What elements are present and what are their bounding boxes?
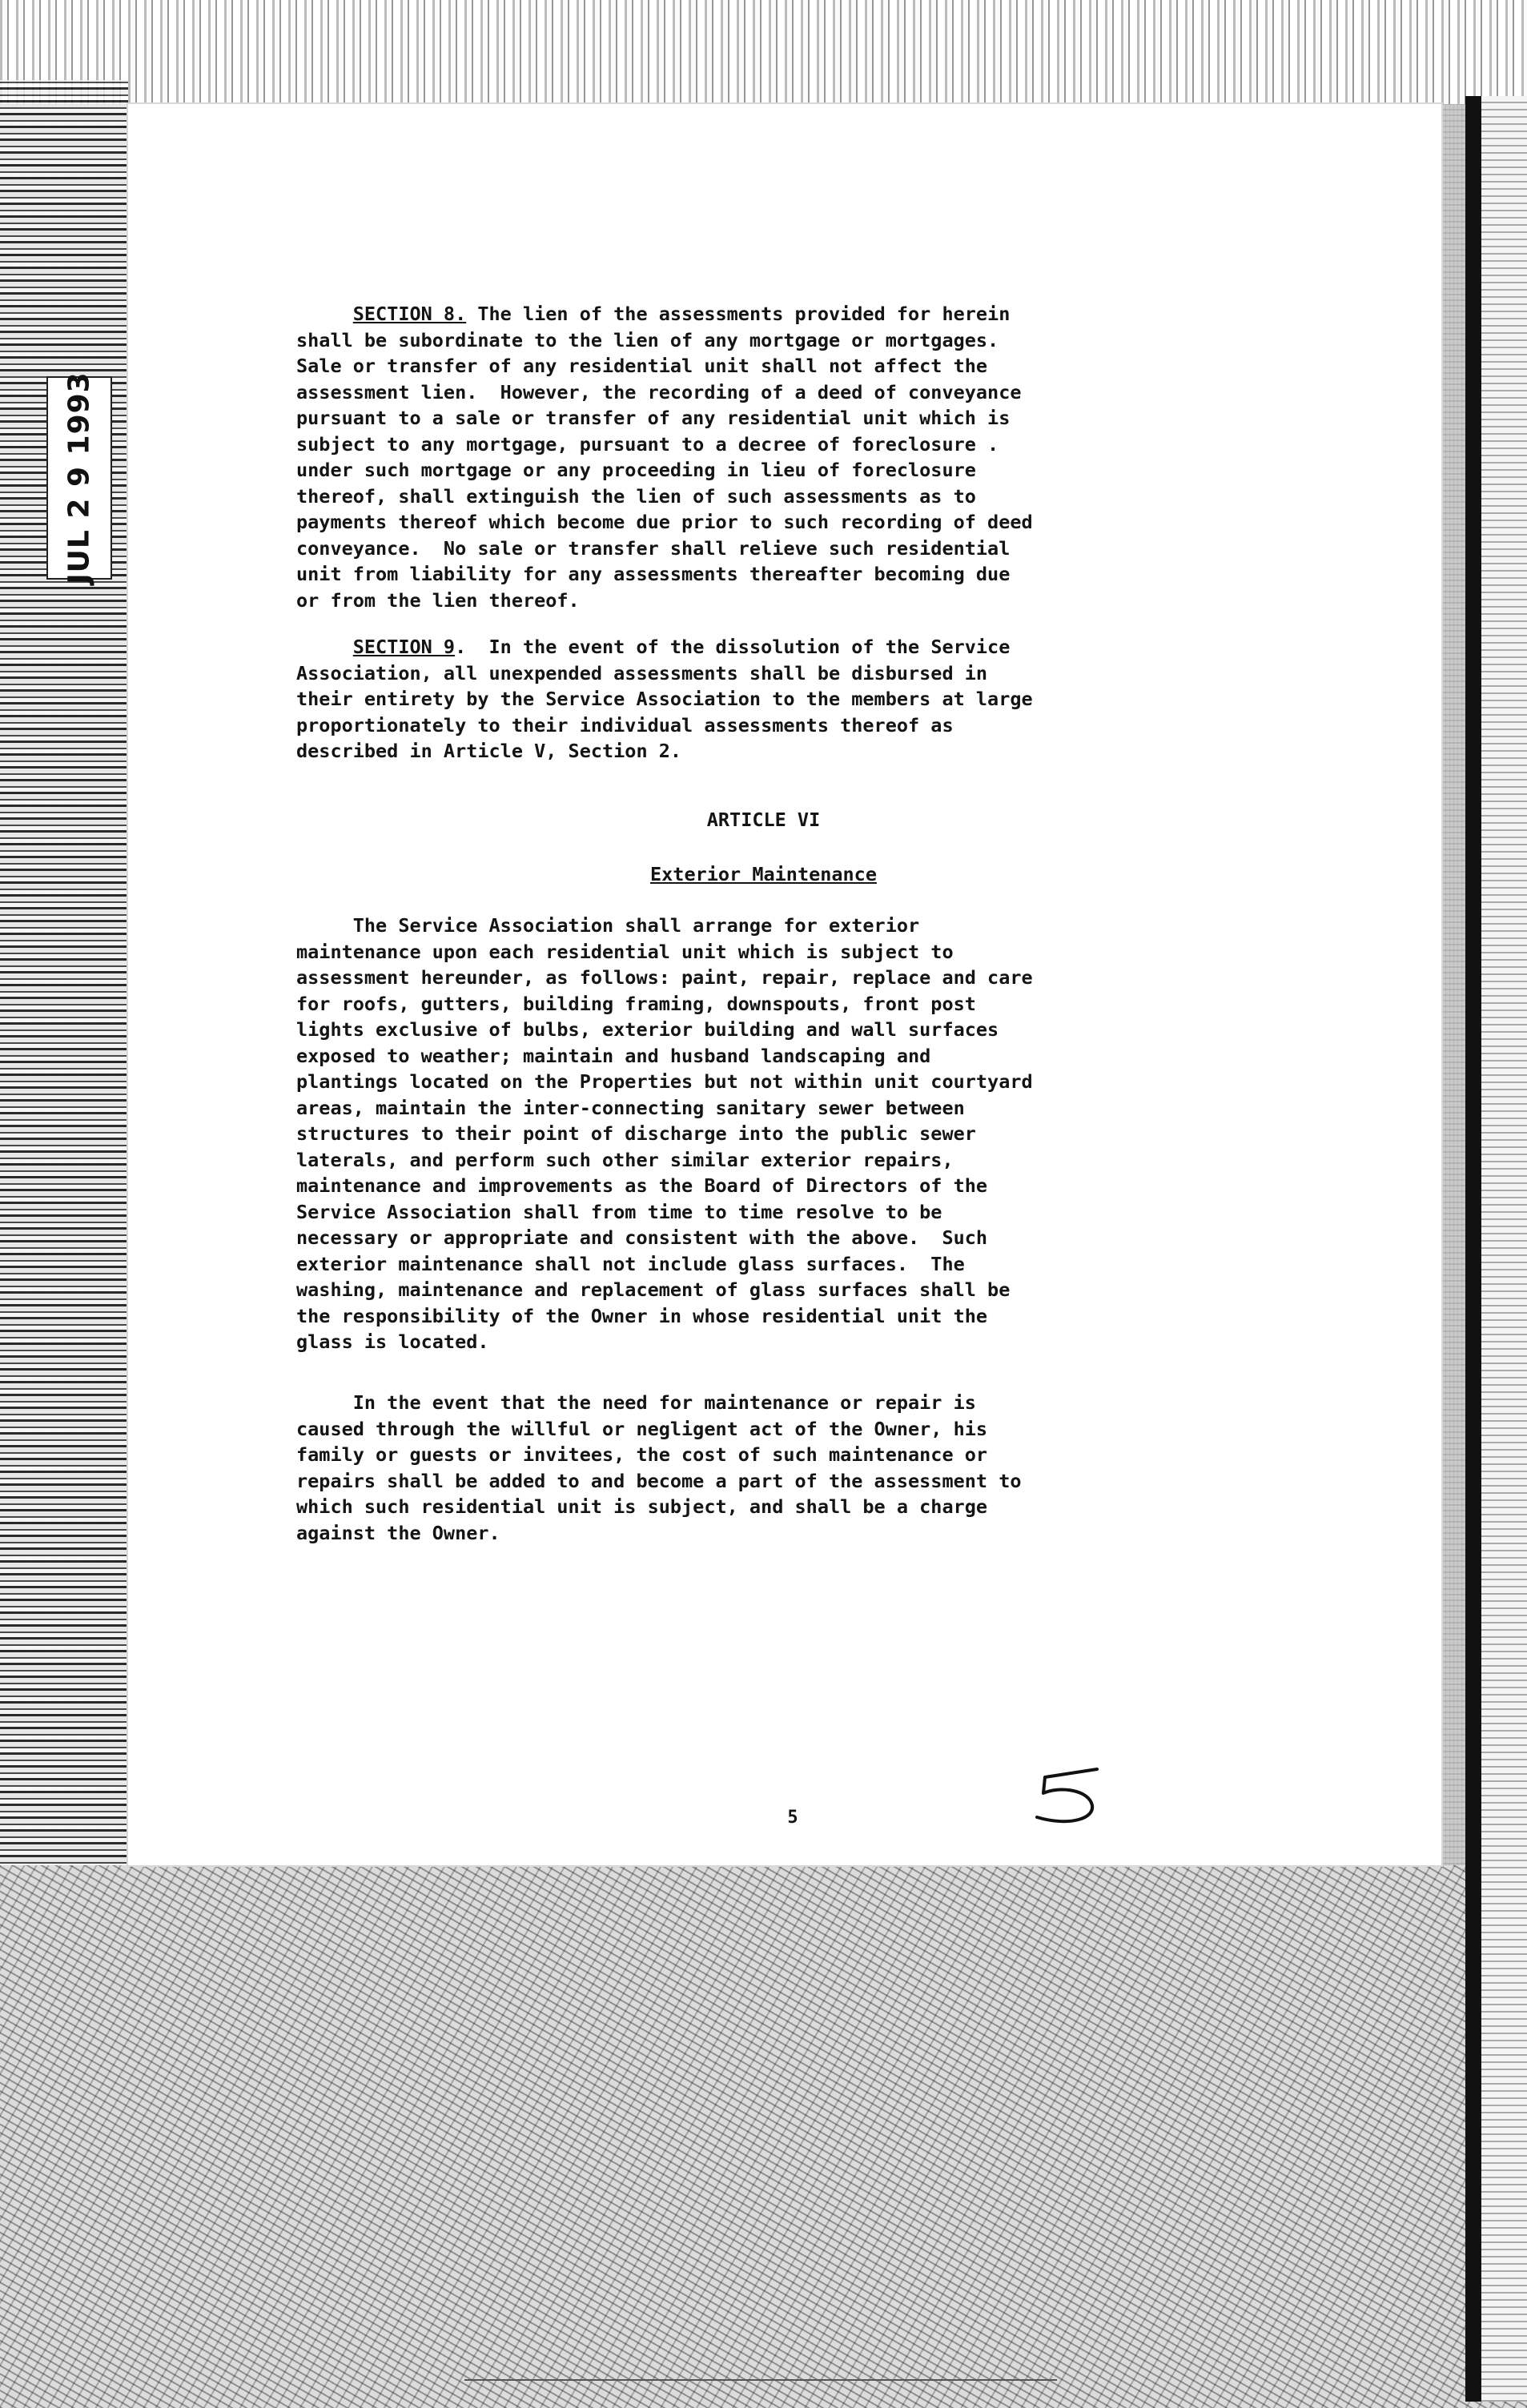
section-8-line: Sale or transfer of any residential unit shall not affect the <box>296 355 988 377</box>
negligence-line: against the Owner. <box>296 1521 500 1544</box>
maintenance-line: the responsibility of the Owner in whose residential unit the <box>296 1304 988 1327</box>
scan-bottom-area <box>0 1865 1527 2408</box>
section-8-line: or from the lien thereof. <box>296 588 580 612</box>
section-9-line: described in Article V, Section 2. <box>296 740 682 762</box>
maintenance-line: lights exclusive of bulbs, exterior building and wall surfaces <box>296 1018 999 1041</box>
section-9-line: proportionately to their individual assessments thereof as <box>296 713 954 736</box>
maintenance-line: washing, maintenance and replacement of glass surfaces shall be <box>296 1278 1011 1301</box>
section-8-title: SECTION 8. <box>352 303 467 325</box>
page-number: 5 <box>787 1808 798 1828</box>
negligence-line: caused through the willful or negligent act of the Owner, his <box>296 1417 988 1440</box>
section-9-line: Association, all unexpended assessments shall be disbursed in <box>296 661 988 684</box>
section-8-line: assessment lien. However, the recording of a deed of conveyance <box>296 380 1022 403</box>
section-8-line: shall be subordinate to the lien of any mortgage or mortgages. <box>296 328 999 351</box>
document-body <box>296 301 1297 765</box>
maintenance-line: laterals, and perform such other similar exterior repairs, <box>296 1148 954 1171</box>
negligence-line: In the event that the need for maintenance or repair is <box>296 1391 976 1414</box>
scan-right-edge <box>1481 96 1527 2402</box>
scan-right-rail <box>1465 96 1481 2402</box>
section-8-line: pursuant to a sale or transfer of any residential unit which is <box>296 407 1011 429</box>
maintenance-line: areas, maintain the inter-connecting sanitary sewer between <box>296 1096 965 1119</box>
maintenance-line: assessment hereunder, as follows: paint, repair, replace and care <box>296 966 1033 989</box>
stamp-date: JUL 2 9 1993 <box>62 371 96 584</box>
handwritten-page-mark <box>1013 1761 1117 1833</box>
maintenance-line: plantings located on the Properties but not within unit courtyard <box>296 1070 1033 1093</box>
article-title: Exterior Maintenance <box>650 863 877 885</box>
section-9 <box>296 634 1297 765</box>
scan-top-edge <box>0 0 1527 104</box>
section-8-line: subject to any mortgage, pursuant to a decree of foreclosure . <box>296 432 999 456</box>
maintenance-line: structures to their point of discharge into the public sewer <box>296 1122 976 1145</box>
section-8-line: payments thereof which become due prior to such recording of deed <box>296 511 1033 533</box>
negligence-line: repairs shall be added to and become a part of the assessment to <box>296 1469 1022 1492</box>
negligence-line: family or guests or invitees, the cost of such maintenance or <box>296 1443 988 1466</box>
maintenance-line: exposed to weather; maintain and husband landscaping and <box>296 1044 931 1067</box>
section-8-line: conveyance. No sale or transfer shall relieve such residential <box>296 536 1011 560</box>
maintenance-line: exterior maintenance shall not include glass surfaces. The <box>296 1252 965 1275</box>
maintenance-line: The Service Association shall arrange for exterior <box>296 914 920 937</box>
article-number: ARTICLE VI <box>706 809 821 831</box>
scan-bottom-line <box>464 2379 1057 2381</box>
received-date-stamp <box>46 371 112 584</box>
maintenance-line: for roofs, gutters, building framing, downspouts, front post <box>296 992 976 1015</box>
section-9-line: their entirety by the Service Association to the members at large <box>296 688 1033 710</box>
maintenance-line: maintenance and improvements as the Board of Directors of the <box>296 1174 988 1197</box>
section-9-title: SECTION 9 <box>352 636 456 658</box>
maintenance-line: glass is located. <box>296 1330 489 1353</box>
maintenance-line: necessary or appropriate and consistent with the above. Such <box>296 1226 988 1249</box>
section-8-line: under such mortgage or any proceeding in lieu of foreclosure <box>296 459 976 481</box>
negligence-paragraph <box>296 1390 1297 1546</box>
maintenance-paragraph <box>296 913 1297 1355</box>
maintenance-line: maintenance upon each residential unit which is subject to <box>296 940 954 963</box>
maintenance-line: Service Association shall from time to time resolve to be <box>296 1200 942 1223</box>
section-8-line: thereof, shall extinguish the lien of such assessments as to <box>296 484 976 508</box>
section-8 <box>296 301 1297 613</box>
section-8-line: SECTION 8. The lien of the assessments provided for herein <box>352 303 1011 325</box>
negligence-line: which such residential unit is subject, and shall be a charge <box>296 1495 988 1518</box>
section-8-line: unit from liability for any assessments thereafter becoming due <box>296 563 1011 585</box>
section-9-line: SECTION 9. In the event of the dissolution of the Service <box>352 636 1011 658</box>
